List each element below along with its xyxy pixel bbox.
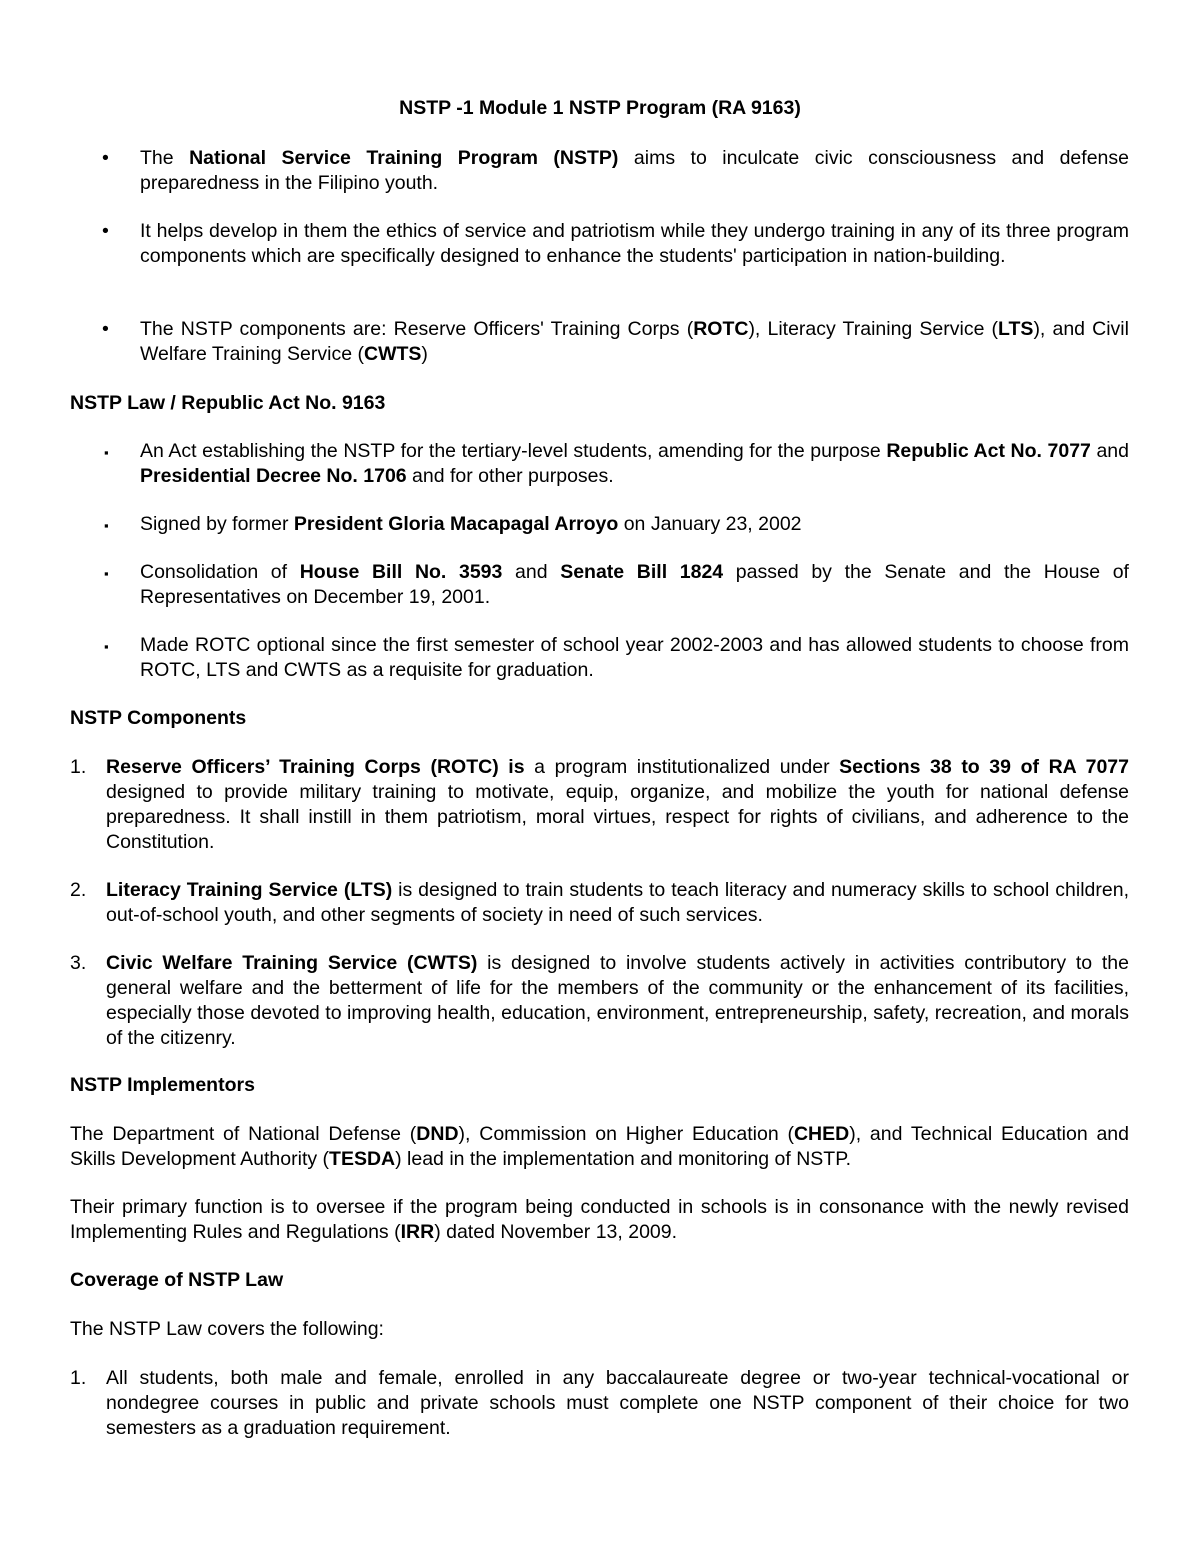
law-heading: NSTP Law / Republic Act No. 9163 xyxy=(70,392,386,414)
list-number: 1. xyxy=(70,1367,87,1389)
intro-bullet-1: The National Service Training Program (NSTP) aims to inculcate civic consciousness and defense preparedness in the Filipino youth. xyxy=(140,147,1129,194)
coverage-heading: Coverage of NSTP Law xyxy=(70,1269,284,1291)
intro-bullet-3: The NSTP components are: Reserve Officers' Training Corps (ROTC), Literacy Training Service (LTS), and Civil Welfare Training Service (CWTS) xyxy=(140,318,1129,365)
bullet-square: ▪ xyxy=(104,639,109,654)
law-bullet-1: An Act establishing the NSTP for the tertiary-level students, amending for the purpose Republic Act No. 7077 and Presidential Decree No. 1706 and for other purposes. xyxy=(140,440,1129,487)
list-number: 3. xyxy=(70,952,87,974)
implementors-heading: NSTP Implementors xyxy=(70,1074,255,1096)
component-item-lts: Literacy Training Service (LTS) is designed to train students to teach literacy and numeracy skills to school children, out-of-school youth, and other segments of society in need of such services. xyxy=(106,879,1129,926)
coverage-intro: The NSTP Law covers the following: xyxy=(70,1318,384,1340)
bullet-dot: • xyxy=(102,318,109,340)
bullet-dot: • xyxy=(102,147,109,169)
bullet-square: ▪ xyxy=(104,445,109,460)
law-bullet-3: Consolidation of House Bill No. 3593 and Senate Bill 1824 passed by the Senate and the House of Representatives on December 19, 2001. xyxy=(140,561,1129,608)
law-bullet-4: Made ROTC optional since the first semester of school year 2002-2003 and has allowed students to choose from ROTC, LTS and CWTS as a requisite for graduation. xyxy=(140,634,1129,681)
bullet-square: ▪ xyxy=(104,518,109,533)
list-number: 2. xyxy=(70,879,87,901)
component-item-cwts: Civic Welfare Training Service (CWTS) is designed to involve students actively in activities contributory to the general welfare and the betterment of life for the members of the community or the enhancement of its facilities, especially those devoted to improving health, education, environment, entrepreneurship, safety, recreation, and morals of the citizenry. xyxy=(106,952,1129,1049)
list-number: 1. xyxy=(70,756,87,778)
bullet-square: ▪ xyxy=(104,566,109,581)
component-item-rotc: Reserve Officers’ Training Corps (ROTC) is a program institutionalized under Sections 38 to 39 of RA 7077 designed to provide military training to motivate, equip, organize, and mobilize the youth for national defense preparedness. It shall instill in them patriotism, moral virtues, respect for rights of civilians, and adherence to the Constitution. xyxy=(106,756,1129,853)
bullet-dot: • xyxy=(102,220,109,242)
implementors-paragraph-2: Their primary function is to oversee if the program being conducted in schools is in consonance with the newly revised Implementing Rules and Regulations (IRR) dated November 13, 2009. xyxy=(70,1196,1129,1243)
components-heading: NSTP Components xyxy=(70,707,247,729)
coverage-item-1: All students, both male and female, enrolled in any baccalaureate degree or two-year technical-vocational or nondegree courses in public and private schools must complete one NSTP component of their choice for two semesters as a graduation requirement. xyxy=(106,1367,1129,1439)
law-bullet-2: Signed by former President Gloria Macapagal Arroyo on January 23, 2002 xyxy=(140,513,802,535)
intro-bullet-2: It helps develop in them the ethics of service and patriotism while they undergo training in any of its three program components which are specifically designed to enhance the students' participation in nation-building. xyxy=(140,220,1129,267)
implementors-paragraph-1: The Department of National Defense (DND), Commission on Higher Education (CHED), and Technical Education and Skills Development Authority (TESDA) lead in the implementation and monitoring of NSTP. xyxy=(70,1123,1129,1170)
document-title: NSTP -1 Module 1 NSTP Program (RA 9163) xyxy=(399,97,801,119)
